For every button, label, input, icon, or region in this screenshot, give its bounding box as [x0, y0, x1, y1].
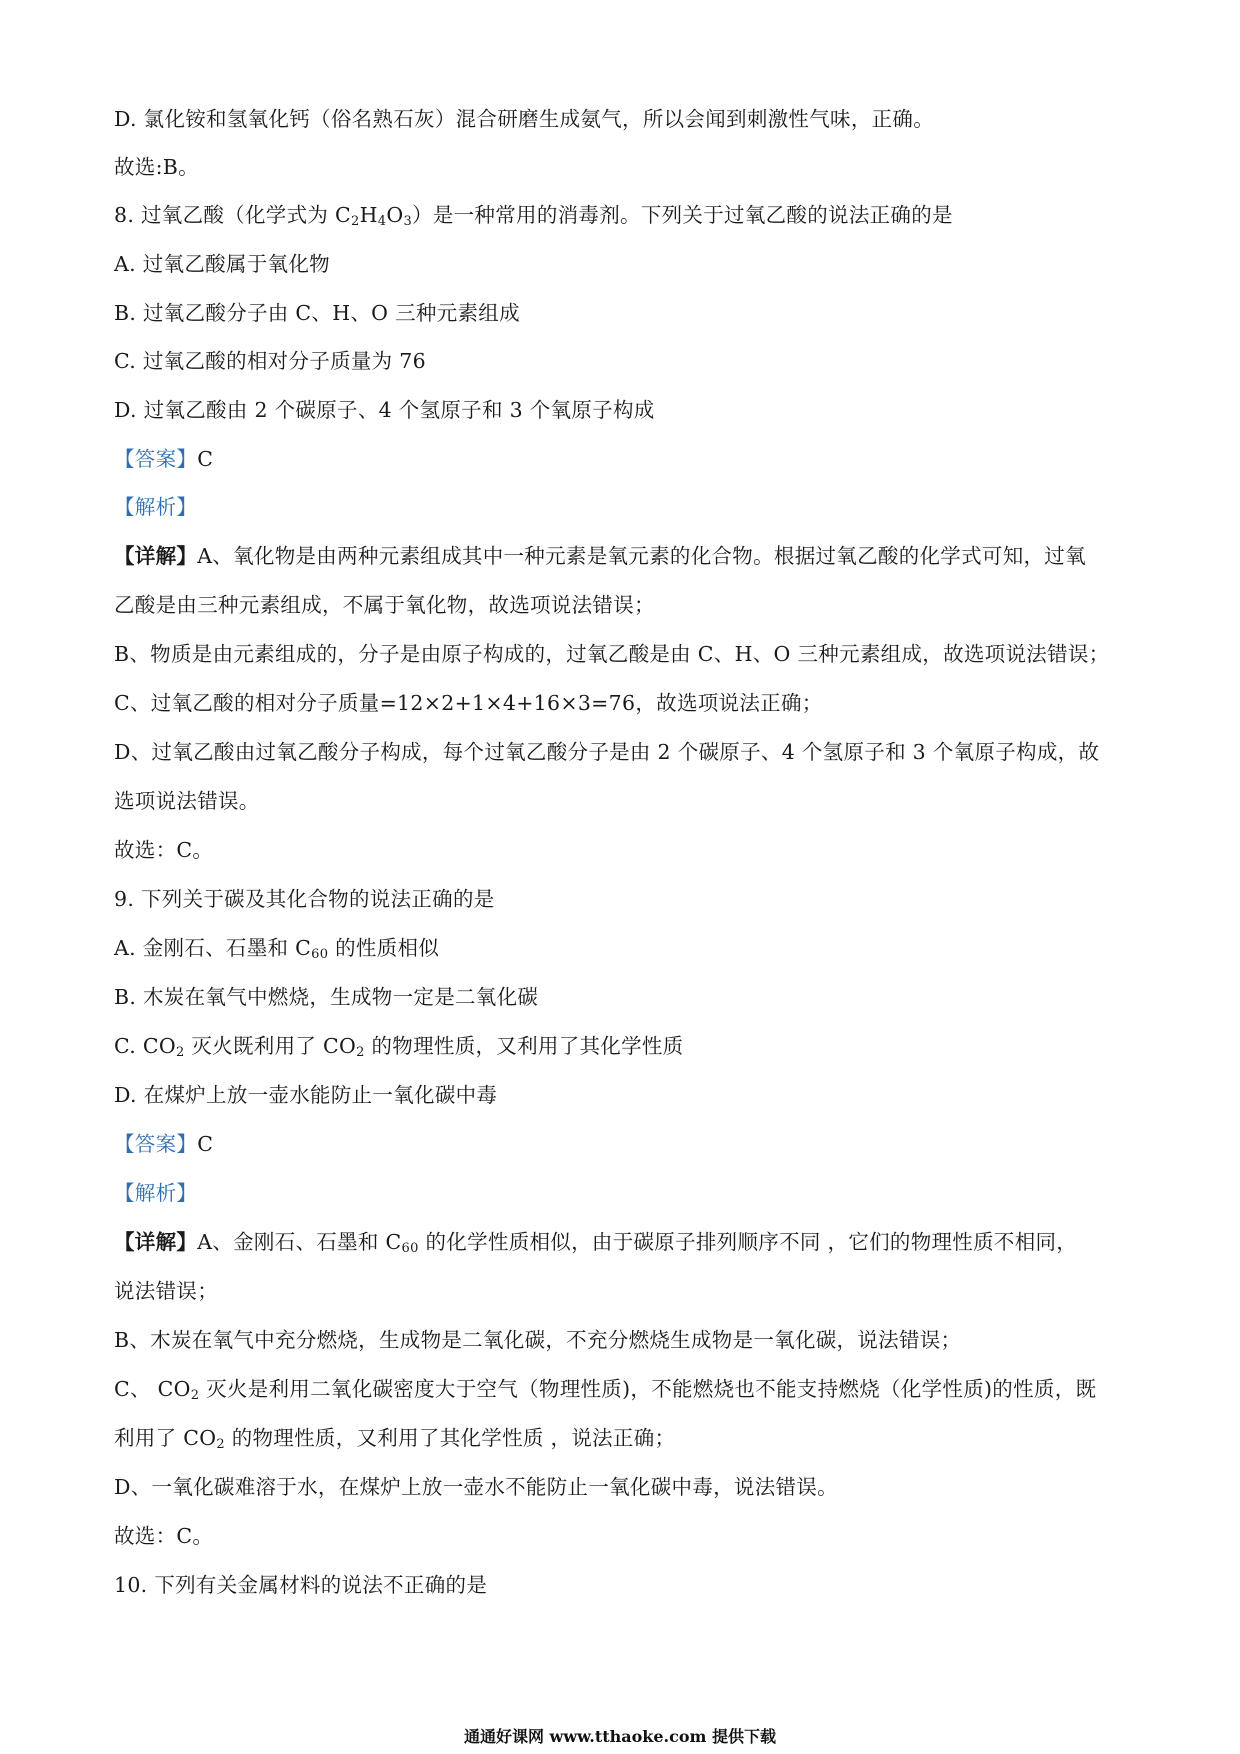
- q8-option-c: C. 过氧乙酸的相对分子质量为 76: [114, 349, 426, 373]
- q9-option-a: A. 金刚石、石墨和 $C_{60}$ 的性质相似: [114, 936, 440, 962]
- q9-detail-b: B、木炭在氧气中充分燃烧，生成物是二氧化碳，不充分燃烧生成物是一氧化碳，说法错误；: [114, 1328, 962, 1352]
- q9-detail-a-2: 说法错误；: [114, 1279, 218, 1303]
- detail-tag: 【详解】: [114, 544, 198, 568]
- q9-analysis-tag: 【解析】: [114, 1181, 198, 1205]
- answer-tag: 【答案】: [114, 447, 198, 471]
- answer-tag: 【答案】: [114, 1132, 198, 1156]
- q8-option-d: D. 过氧乙酸由 2 个碳原子、4 个氢原子和 3 个氧原子构成: [114, 398, 655, 422]
- q8-analysis-tag: 【解析】: [114, 495, 198, 519]
- detail-tag: 【详解】: [114, 1230, 198, 1254]
- q8-option-b: B. 过氧乙酸分子由 C、H、O 三种元素组成: [114, 301, 520, 325]
- q9-detail-c-1: C、 $CO_2$ 灭火是利用二氧化碳密度大于空气（物理性质)，不能燃烧也不能支持燃烧（化学性质)的性质，既: [114, 1377, 1097, 1403]
- q9-select: 故选：C。: [114, 1524, 214, 1548]
- q10-stem: 10. 下列有关金属材料的说法不正确的是: [114, 1573, 488, 1597]
- q8-option-a: A. 过氧乙酸属于氧化物: [114, 252, 330, 276]
- q8-detail-d-2: 选项说法错误。: [114, 789, 260, 813]
- q9-detail-a-1: 【详解】A、金刚石、石墨和 $C_{60}$ 的化学性质相似，由于碳原子排列顺序不同 ，它们的物理性质不相同，: [114, 1230, 1078, 1256]
- q9-stem: 9. 下列关于碳及其化合物的说法正确的是: [114, 887, 495, 911]
- q8-detail-b: B、物质是由元素组成的，分子是由原子构成的，过氧乙酸是由 C、H、O 三种元素组成，故选项说法错误；: [114, 642, 1110, 666]
- page-footer: 通通好课网 www.tthaoke.com 提供下载: [463, 1727, 777, 1746]
- q7-option-d: D. 氯化铵和氢氧化钙（俗名熟石灰）混合研磨生成氨气，所以会闻到刺激性气味，正确。: [114, 107, 935, 131]
- q8-detail-d-1: D、过氧乙酸由过氧乙酸分子构成，每个过氧乙酸分子是由 2 个碳原子、4 个氢原子和 3 个氧原子构成，故: [114, 740, 1100, 764]
- q8-stem: 8. 过氧乙酸（化学式为 $C_2H_4O_3$）是一种常用的消毒剂。下列关于过氧乙酸的说法正确的是: [114, 203, 953, 229]
- q8-detail-a-2: 乙酸是由三种元素组成，不属于氧化物，故选项说法错误；: [114, 593, 655, 617]
- q9-option-d: D. 在煤炉上放一壶水能防止一氧化碳中毒: [114, 1083, 498, 1107]
- q9-option-b: B. 木炭在氧气中燃烧，生成物一定是二氧化碳: [114, 985, 539, 1009]
- q9-detail-d: D、一氧化碳难溶于水，在煤炉上放一壶水不能防止一氧化碳中毒，说法错误。: [114, 1475, 838, 1499]
- q9-option-c: C. $CO_2$ 灭火既利用了 $CO_2$ 的物理性质，又利用了其化学性质: [114, 1034, 684, 1060]
- q7-select: 故选:B。: [114, 155, 199, 179]
- q8-answer: 【答案】C: [114, 447, 214, 471]
- q8-detail-c: C、过氧乙酸的相对分子质量=12×2+1×4+16×3=76，故选项说法正确；: [114, 691, 823, 715]
- q8-select: 故选：C。: [114, 838, 214, 862]
- q9-detail-c-2: 利用了 $CO_2$ 的物理性质，又利用了其化学性质 ，说法正确；: [114, 1426, 676, 1452]
- q8-detail-a-1: 【详解】A、氧化物是由两种元素组成其中一种元素是氧元素的化合物。根据过氧乙酸的化学式可知，过氧: [114, 544, 1086, 568]
- q9-answer: 【答案】C: [114, 1132, 214, 1156]
